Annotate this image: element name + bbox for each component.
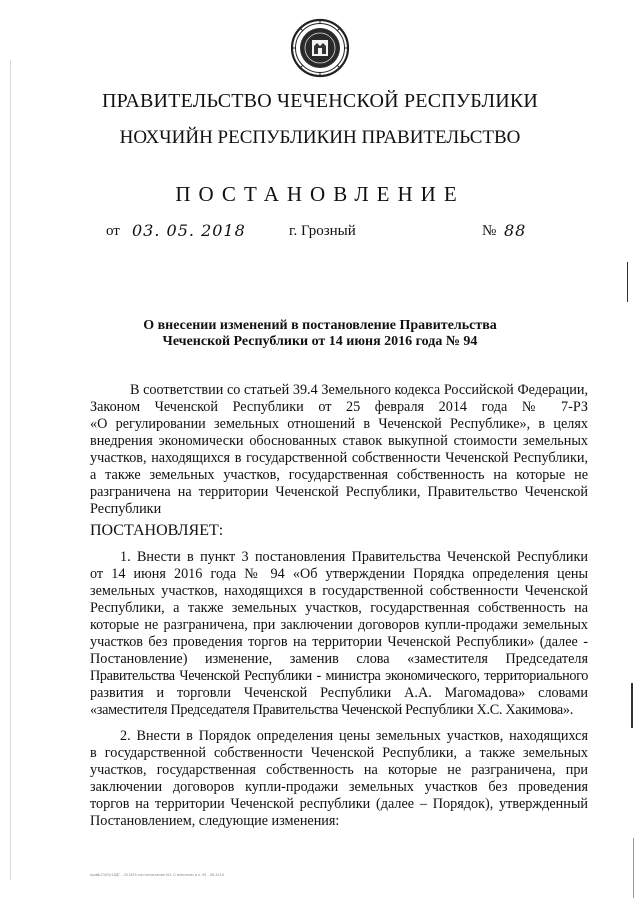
text-line: «заместителя Председателя Правительства Чеченской Республики Х.С. Хакимова».: [90, 702, 573, 718]
city: г. Грозный: [289, 223, 356, 239]
text-line: в государственной собственности Чеченской Республики, а также земельных: [90, 745, 588, 761]
text-line: Правительства Чеченской Республики - министра экономического, территориального: [90, 668, 588, 684]
text-line: торгов на территории Чеченской республики (далее – Порядок), утвержденный: [90, 796, 588, 812]
date-value: 03. 05. 2018: [132, 221, 246, 240]
text-line: от 14 июня 2016 года № 94 «Об утверждении Порядка определения цены: [90, 566, 588, 582]
text-line: развития и торговли Чеченской Республики А.А. Магомадова» словами: [90, 685, 588, 701]
scan-artifact: [631, 683, 633, 728]
text-line: Постановление) изменение, заменив слова «заместителя Председателя: [90, 651, 588, 667]
document-type: ПОСТАНОВЛЕНИЕ: [175, 182, 465, 206]
text-line: «О регулировании земельных отношений в Чеченской Республике», в целях: [90, 416, 588, 432]
text-line: Республики, а также земельных участков, государственная собственность на: [90, 600, 588, 616]
number-prefix: №: [482, 223, 497, 239]
text-line: заключении договоров купли-продажи земельных участков без проведения: [90, 779, 588, 795]
text-line: участков, находящихся в государственной собственности Чеченской Республики,: [90, 450, 588, 466]
number-value: 88: [504, 221, 527, 240]
scan-artifact: [633, 838, 634, 898]
government-name-ce: НОХЧИЙН РЕСПУБЛИКИН ПРАВИТЕЛЬСТВО: [119, 127, 521, 148]
text-line: Законом Чеченской Республики от 25 февраля 2014 года № 7-РЗ: [90, 399, 588, 415]
document-title: [0, 318, 640, 350]
text-line: участков, государственная собственность на которые не разграничена, при: [90, 762, 588, 778]
item-1-paragraph: [90, 549, 588, 719]
text-line: внедрения экономически обоснованных ставок выкупной стоимости земельных: [90, 433, 588, 449]
scan-artifact: [10, 60, 11, 880]
text-line: а также земельных участков, государственная собственность на которые не: [90, 467, 588, 483]
coat-of-arms-icon: [290, 18, 350, 78]
document-title-line: О внесении изменений в постановление Правительства: [143, 318, 497, 333]
text-line: участков без проведения торгов на территории Чеченской Республики» (далее -: [90, 634, 588, 650]
date-prefix: от: [106, 223, 120, 239]
text-line: 2. Внести в Порядок определения цены земельных участков, находящихся: [120, 728, 588, 744]
decree-word: ПОСТАНОВЛЯЕТ:: [90, 522, 224, 539]
text-line: В соответствии со статьей 39.4 Земельного кодекса Российской Федерации,: [130, 382, 588, 398]
government-name-ru: ПРАВИТЕЛЬСТВО ЧЕЧЕНСКОЙ РЕСПУБЛИКИ: [101, 90, 539, 112]
text-line: Постановлением, следующие изменения:: [90, 813, 340, 829]
text-line: которые не разграничена, при заключении договоров купли-продажи земельных: [90, 617, 588, 633]
preamble-paragraph: [90, 382, 588, 518]
scan-artifact: [627, 262, 628, 302]
item-2-paragraph: [90, 728, 588, 830]
document-title-line: Чеченской Республики от 14 июня 2016 года № 94: [162, 334, 478, 349]
service-note: Арм№23/03/18ДГ - 201855 постановление №1 О внесении в п. 94 - 06.2018: [90, 873, 224, 877]
text-line: разграничена на территории Чеченской Республики, Правительство Чеченской: [90, 484, 588, 500]
text-line: 1. Внести в пункт 3 постановления Правительства Чеченской Республики: [120, 549, 588, 565]
text-line: земельных участков, находящихся в государственной собственности Чеченской: [90, 583, 588, 599]
text-line: Республики: [90, 501, 162, 517]
